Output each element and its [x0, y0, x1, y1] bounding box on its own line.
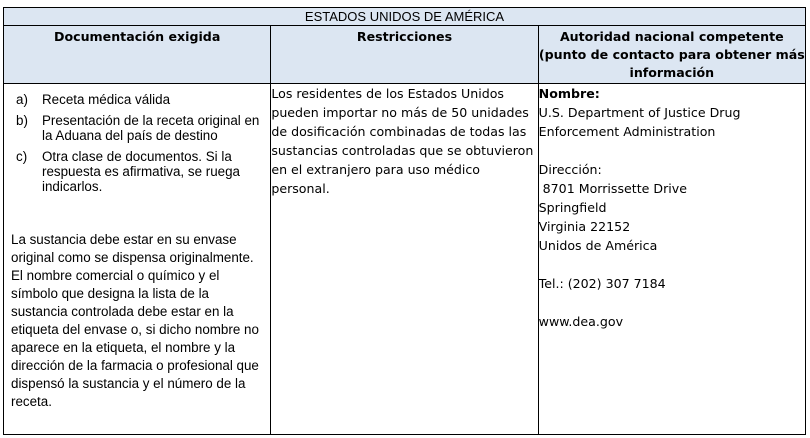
country-requirements-table — [3, 7, 806, 435]
address-line1: 8701 Morrissette Drive — [538, 181, 687, 196]
header-restrictions: Restricciones — [271, 26, 538, 84]
address-line2: Springfield — [538, 200, 607, 215]
list-item — [16, 113, 270, 143]
list-item — [16, 149, 270, 194]
website-link[interactable]: www.dea.gov — [538, 314, 624, 329]
address-line3: Virginia 22152 — [538, 219, 631, 234]
agency-name-line2: Enforcement Administration — [538, 124, 716, 139]
address-line4: Unidos de América — [538, 238, 658, 253]
agency-name-line1: U.S. Department of Justice Drug — [538, 105, 741, 120]
packaging-note: La sustancia debe estar en su envase original como se dispensa originalmente. El nombre comercial o químico y el símbolo que designa la lista de la sustancia controlada debe estar en la etiqueta del envase o, si dicho nombre no aparece en la etiqueta, el nombre y la dirección de la farmacia o profesional que dispensó la sustancia y el número de la receta. — [11, 232, 259, 409]
phone-number: Tel.: (202) 307 7184 — [538, 276, 666, 291]
authority-cell — [538, 84, 805, 435]
documentation-cell — [4, 84, 271, 435]
item-text: Otra clase de documentos. Si la respuesta es afirmativa, se ruega indicarlos. — [42, 149, 240, 194]
table-title — [4, 8, 806, 26]
documentation-list — [4, 84, 270, 194]
country-title: ESTADOS UNIDOS DE AMÉRICA — [304, 9, 505, 24]
list-item — [16, 92, 270, 107]
header-documentation: Documentación exigida — [4, 26, 271, 84]
header-authority: Autoridad nacional competente (punto de contacto para obtener más información — [538, 26, 805, 84]
item-text: Presentación de la receta original en la Aduana del país de destino — [42, 113, 260, 143]
name-label: Nombre: — [538, 86, 600, 101]
restrictions-cell — [271, 84, 538, 435]
item-marker: a) — [16, 92, 28, 107]
item-text: Receta médica válida — [42, 92, 171, 107]
address-label: Dirección: — [538, 162, 602, 177]
item-marker: b) — [16, 113, 28, 128]
item-marker: c) — [16, 149, 28, 164]
restrictions-text: Los residentes de los Estados Unidos pueden importar no más de 50 unidades de dosificación combinadas de todas las sustancias controladas que se obtuvieron en el extranjero para uso médico personal. — [271, 86, 534, 196]
